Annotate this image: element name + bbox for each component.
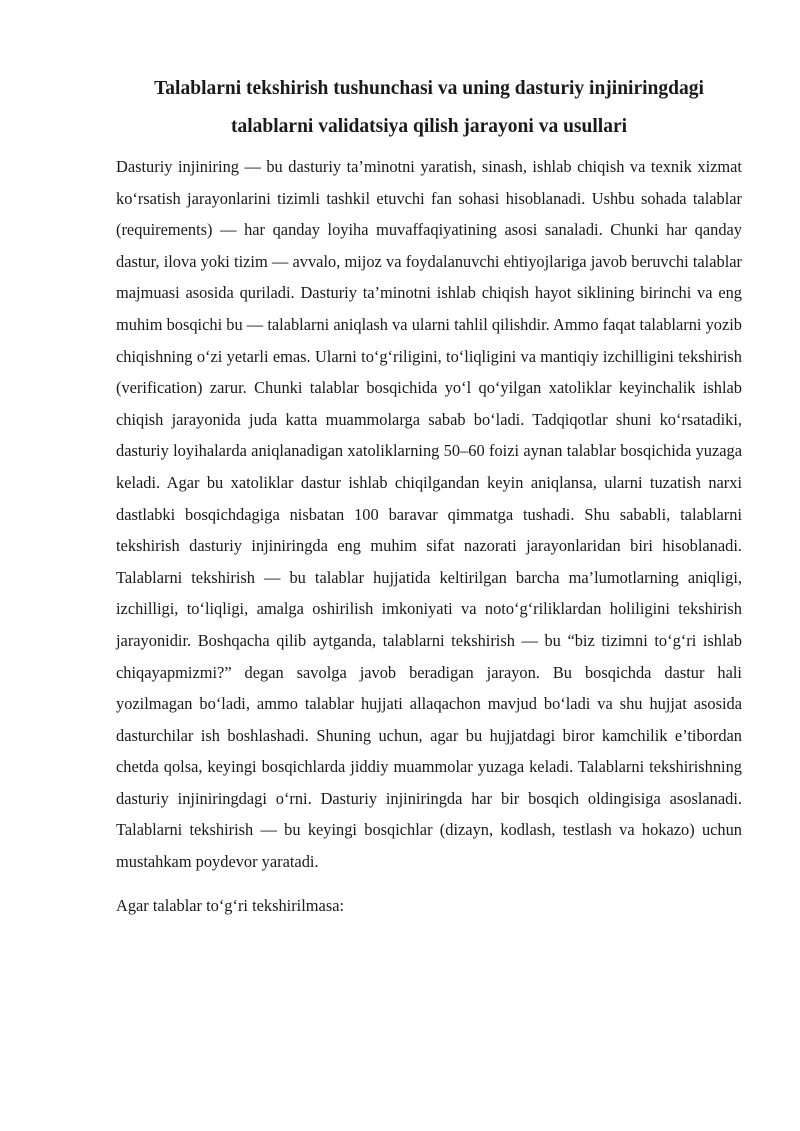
document-title <box>116 70 742 146</box>
title-line-2: talablarni validatsiya qilish jarayoni va usullari <box>230 116 628 137</box>
title-line-1: Talablarni tekshirish tushunchasi va uning dasturiy injiniringdagi <box>154 78 704 99</box>
follow-up-paragraph: Agar talablar to‘g‘ri tekshirilmasa: <box>116 895 345 915</box>
body-paragraph: Dasturiy injiniring — bu dasturiy ta’minotni yaratish, sinash, ishlab chiqish va texnik xizmat ko‘rsatish jarayonlarini tizimli tashkil etuvchi fan sohasi hisoblanadi. Ushbu sohada talablar (requirements) — har qanday loyiha muvaffaqiyatining asosi sanaladi. Chunki har qanday dastur, ilova yoki tizim — avvalo, mijoz va foydalanuvchi ehtiyojlariga javob beruvchi talablar majmuasi asosida quriladi. Dasturiy ta’minotni ishlab chiqish hayot siklining birinchi va eng muhim bosqichi bu — talablarni aniqlash va ularni tahlil qilishdir. Ammo faqat talablarni yozib chiqishning o‘zi yetarli emas. Ularni to‘g‘riligini, to‘liqligini va mantiqiy izchilligini tekshirish (verification) zarur. Chunki talablar bosqichida yo‘l qo‘yilgan xatoliklar keyinchalik ishlab chiqish jarayonida juda katta muammolarga sabab bo‘ladi. Tadqiqotlar shuni ko‘rsatadiki, dasturiy loyihalarda aniqlanadigan xatoliklarning 50–60 foizi aynan talablar bosqichida yuzaga keladi. Agar bu xatoliklar dastur ishlab chiqilgandan keyin aniqlansa, ularni tuzatish narxi dastlabki bosqichdagiga nisbatan 100 baravar qimmatga tushadi. Shu sababli, talablarni tekshirish dasturiy injiniringda eng muhim sifat nazorati jarayonlaridan biri hisoblanadi. Talablarni tekshirish — bu talablar hujjatida keltirilgan barcha ma’lumotlarning aniqligi, izchilligi, to‘liqligi, amalga oshirilish imkoniyati va noto‘g‘riliklardan holiligini tekshirish jarayonidir. Boshqacha qilib aytganda, talablarni tekshirish — bu “biz tizimni to‘g‘ri ishlab chiqayapmizmi?” degan savolga javob beradigan jarayon. Bu bosqichda dastur hali yozilmagan bo‘ladi, ammo talablar hujjati allaqachon mavjud bo‘ladi va shu hujjat asosida dasturchilar ish boshlashadi. Shuning uchun, agar bu hujjatdagi biror kamchilik e’tibordan chetda qolsa, keyingi bosqichlarda jiddiy muammolar yuzaga keladi. Talablarni tekshirishning dasturiy injiniringdagi o‘rni. Dasturiy injiniringda har bir bosqich oldingisiga asoslanadi. Talablarni tekshirish — bu keyingi bosqichlar (dizayn, kodlash, testlash va hokazo) uchun mustahkam poydevor yaratadi. <box>116 157 742 872</box>
document-page <box>116 70 742 921</box>
